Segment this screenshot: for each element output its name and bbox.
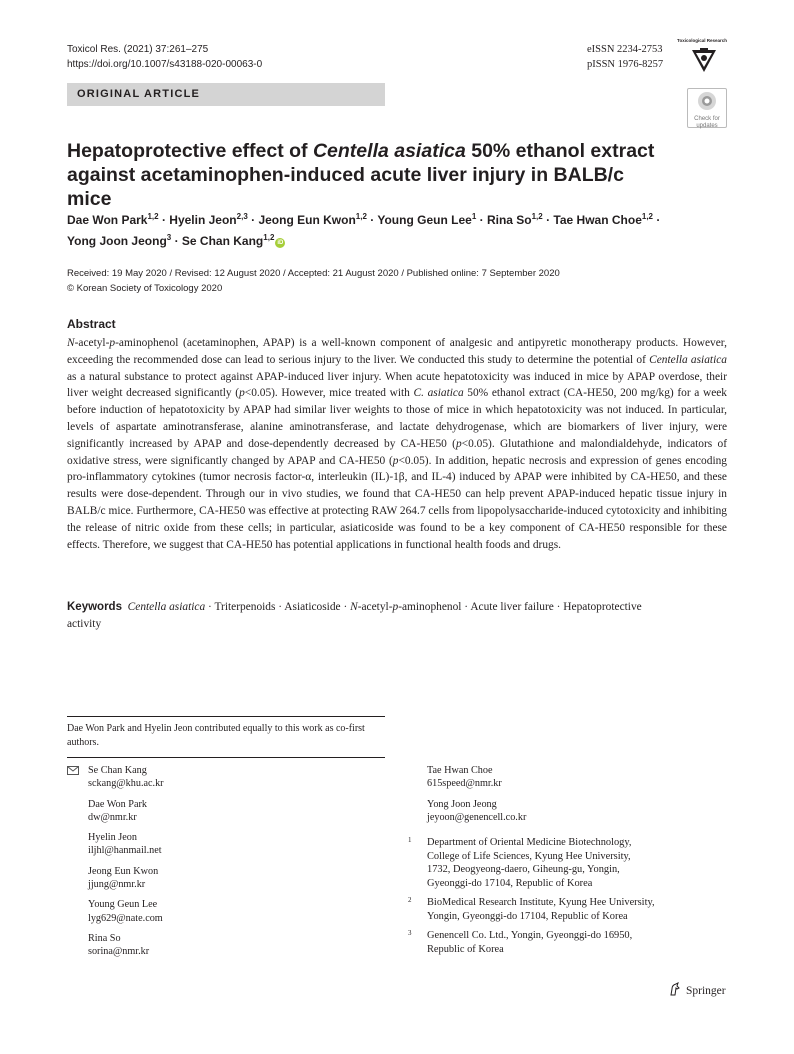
contacts-left	[88, 764, 368, 959]
abstract-heading: Abstract	[67, 317, 116, 331]
contact-email[interactable]: lyg629@nate.com	[88, 912, 163, 924]
contact-name: Dae Won Park	[88, 798, 147, 810]
author-list: Dae Won Park$^{1,2}$ · Hyelin Jeon$^{2,3}$ · Jeong Eun Kwon$^{1,2}$ · Young Geun Lee$^1$ · Rina So$^{1,2}$ · Tae Hwan Choe$^{1,2}$ · Yong Joon Jeong$^3$ · Se Chan Kang$^{1,2}$iD	[67, 212, 661, 248]
author-name: Jeong Eun Kwon	[258, 213, 356, 227]
orcid-icon[interactable]: iD	[277, 240, 284, 246]
affiliation-entry	[408, 929, 728, 956]
affiliation-number: 1	[408, 836, 412, 844]
article-type-banner: ORIGINAL ARTICLE	[67, 83, 385, 106]
society-logo-icon	[674, 44, 730, 76]
contact-entry	[427, 764, 727, 791]
affiliation-line: Department of Oriental Medicine Biotechnology,	[427, 837, 632, 848]
envelope-icon	[67, 766, 79, 775]
author-affiliation: 3	[166, 233, 172, 242]
publisher-name: Springer	[686, 985, 726, 997]
author-affiliation: 1,2	[641, 212, 653, 221]
society-logo-text: Toxicological Research	[677, 38, 727, 43]
contact-entry	[88, 764, 368, 791]
history-dates: Received: 19 May 2020 / Revised: 12 August 2020 / Accepted: 21 August 2020 / Published online: 7 September 2020	[67, 268, 560, 279]
contact-entry	[88, 798, 368, 825]
society-logo	[674, 38, 730, 78]
publication-dates	[67, 266, 727, 296]
contact-name: Se Chan Kang	[88, 765, 147, 776]
author-affiliation: 1,2	[531, 212, 543, 221]
contact-name: Tae Hwan Choe	[427, 765, 493, 776]
author-name: Dae Won Park	[67, 213, 148, 227]
contact-name: Hyelin Jeon	[88, 832, 137, 844]
article-title	[67, 139, 667, 211]
affiliation-number: 2	[408, 896, 412, 904]
footnote-co-first: Dae Won Park and Hyelin Jeon contributed equally to this work as co-first authors.	[67, 723, 365, 748]
affiliation-line: Yongin, Gyeonggi-do 17104, Republic of Korea	[427, 910, 628, 922]
contact-email[interactable]: dw@nmr.kr	[88, 811, 137, 823]
footnote-divider	[67, 716, 385, 717]
contact-name: Rina So	[88, 932, 121, 944]
author-name: Se Chan Kang	[181, 234, 264, 248]
affiliation-line: Genencell Co. Ltd., Yongin, Gyeonggi-do 16950,	[427, 930, 633, 941]
affiliations	[408, 836, 728, 956]
author-affiliation: 2,3	[236, 212, 248, 221]
contact-entry	[427, 798, 727, 825]
affiliation-line: BioMedical Research Institute, Kyung Hee University,	[427, 897, 655, 908]
author-name: Tae Hwan Choe	[553, 213, 642, 227]
title-italic: Centella asiatica	[312, 140, 466, 162]
check-updates-line1: Check for	[694, 116, 720, 122]
author-name: Hyelin Jeon	[169, 213, 237, 227]
contact-name: Jeong Eun Kwon	[88, 865, 159, 877]
affiliation-line: Republic of Korea	[427, 943, 504, 955]
title-part2: 50% ethanol extract against acetaminophen-induced acute liver injury in BALB/c mice	[67, 140, 655, 210]
check-updates-line2: updates	[696, 122, 718, 129]
author-name: Young Geun Lee	[377, 213, 472, 227]
author-affiliation: 1,2	[355, 212, 367, 221]
check-for-updates-button[interactable]	[687, 88, 727, 128]
publisher-logo	[668, 981, 726, 997]
contact-entry	[88, 865, 368, 892]
contact-email[interactable]: 615speed@nmr.kr	[427, 778, 502, 790]
contacts-right	[427, 764, 727, 824]
contact-entry	[88, 898, 368, 925]
contact-entry	[88, 831, 368, 858]
springer-horse-icon	[668, 982, 682, 996]
journal-citation: Toxicol Res. (2021) 37:261–275	[67, 44, 209, 55]
author-affiliation: 1,2	[263, 233, 275, 242]
contact-name: Yong Joon Jeong	[427, 798, 497, 810]
contact-entry	[88, 932, 368, 959]
author-affiliation: 1	[471, 212, 477, 221]
check-updates-icon	[696, 91, 718, 111]
contacts-divider	[67, 757, 385, 758]
contact-email[interactable]: jjung@nmr.kr	[88, 879, 146, 891]
keywords-heading: Keywords	[67, 601, 122, 613]
contact-name: Young Geun Lee	[88, 899, 158, 911]
contact-email[interactable]: iljhl@hanmail.net	[88, 845, 162, 857]
pissn: pISSN 1976-8257	[587, 59, 664, 70]
affiliation-entry	[408, 836, 728, 890]
affiliation-line: College of Life Sciences, Kyung Hee University,	[427, 850, 631, 862]
doi-link[interactable]: https://doi.org/10.1007/s43188-020-00063-0	[67, 59, 263, 70]
copyright: © Korean Society of Toxicology 2020	[67, 283, 223, 294]
keywords-line2: activity	[67, 617, 102, 630]
abstract-body: N-acetyl-p-aminophenol (acetaminophen, APAP) is a well-known component of analgesic and antipyretic monotherapy products. However, exceeding the recommended dose can lead to serious injury to the liver. We conducted this study to determine the potential of Centella asiatica as a natural substance to protect against APAP-induced liver injury. When acute hepatotoxicity was induced in mice by APAP overdose, their liver weight decreased significantly (p<0.05). However, mice treated with C. asiatica 50% ethanol extract (CA-HE50, 200 mg/kg) for a week before induction of hepatotoxicity by APAP had similar liver weights to those of mice in which hepatotoxicity was not induced. In particular, levels of aspartate aminotransferase, alanine aminotransferase, and lactate dehydrogenase, which are biomarkers of liver injury, were significantly increased by APAP and dose-dependently decreased by CA-HE50 (p<0.05). Glutathione and malondialdehyde, indicators of oxidative stress, were significantly changed by APAP and CA-HE50 (p<0.05). In addition, hepatic necrosis and expression of genes encoding pro-inflammatory cytokines (tumor necrosis factor-α, interleukin (IL)-1β, and IL-4) induced by APAP were inhibited by CA-HE50, and these results were dose-dependent. Through our in vivo studies, we found that CA-HE50 can help prevent APAP-induced hepatic tissue injury in BALB/c mice. Furthermore, CA-HE50 was effective at protecting RAW 264.7 cells from lipopolysaccharide-induced cytotoxicity and inhibiting the release of nitric oxide from these cells; in particular, asiaticoside was found to be a key component of CA-HE50 responsible for these effects. Therefore, we suggest that CA-HE50 has potential applications in functional health foods and drugs.	[67, 337, 728, 551]
author-affiliation: 1,2	[147, 212, 159, 221]
affiliation-line: Gyeonggi-do 17104, Republic of Korea	[427, 877, 593, 889]
affiliation-number: 3	[408, 929, 412, 937]
contact-email[interactable]: sorina@nmr.kr	[88, 946, 150, 958]
affiliation-line: 1732, Deogyeong-daero, Giheung-gu, Yongin,	[427, 864, 620, 875]
author-name: Yong Joon Jeong	[67, 234, 167, 248]
eissn: eISSN 2234-2753	[587, 44, 663, 55]
title-part1: Hepatoprotective effect of	[67, 140, 313, 162]
keywords: Keywords Centella asiatica · Triterpenoids · Asiaticoside · N-acetyl-p-aminophenol · Acute liver failure · Hepatoprotective activity	[67, 601, 642, 630]
affiliation-entry	[408, 896, 728, 923]
contact-email[interactable]: jeyoon@genencell.co.kr	[427, 811, 527, 823]
contact-email[interactable]: sckang@khu.ac.kr	[88, 778, 164, 790]
author-name: Rina So	[486, 213, 532, 227]
